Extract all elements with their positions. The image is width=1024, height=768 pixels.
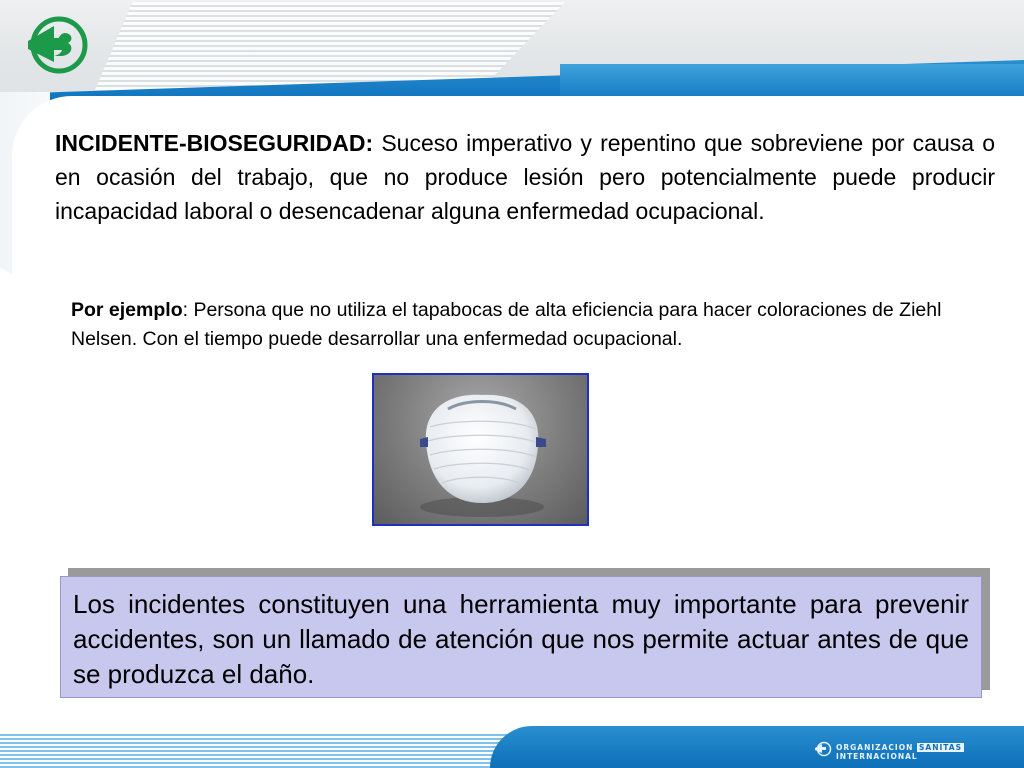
respirator-mask-image [372,373,589,526]
example-label: Por ejemplo [71,299,183,321]
definition-paragraph [55,126,995,228]
footer-brand-left: ORGANIZACION [836,743,914,752]
footer-brand-text [836,743,1024,761]
footer-stripes [0,734,560,768]
definition-term: INCIDENTE-BIOSEGURIDAD: [55,130,374,156]
footer-brand-mid: SANITAS [919,743,963,752]
respirator-mask-icon [374,375,587,524]
footer-brand-right: INTERNACIONAL [836,752,918,761]
header-blue-band-right [560,64,1024,100]
footer-logo-icon [814,741,832,757]
example-text: : Persona que no utiliza el tapabocas de alta eficiencia para hacer coloraciones de Ziehl Nelsen. Con el tiempo puede desarrollar una enfermedad ocupacional. [71,299,942,350]
sanitas-logo-icon [24,14,90,76]
callout-box [60,576,982,698]
example-paragraph [71,296,981,354]
callout-text: Los incidentes constituyen una herramienta muy importante para prevenir accidentes, son un llamado de atención que nos permite actuar antes de que se produzca el daño. [73,589,969,689]
definition-text: Suceso imperativo y repentino que sobreviene por causa o en ocasión del trabajo, que no produce lesión pero potencialmente puede producir incapacidad laboral o desencadenar alguna enfermedad ocupacional. [55,130,995,224]
